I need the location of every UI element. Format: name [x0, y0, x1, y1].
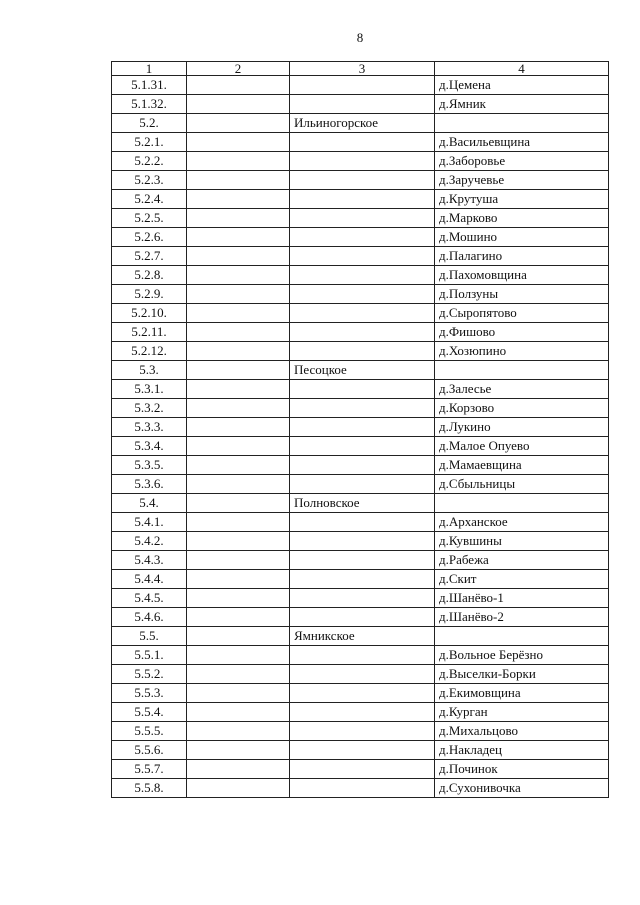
row-number: 5.2.7. — [112, 247, 187, 266]
village-name: д.Пахомовщина — [435, 266, 609, 285]
village-name: д.Ползуны — [435, 285, 609, 304]
header-col-2: 2 — [187, 62, 290, 76]
row-col2 — [187, 532, 290, 551]
settlement-name — [290, 76, 435, 95]
settlement-name — [290, 532, 435, 551]
settlement-name — [290, 760, 435, 779]
settlement-name: Ямникское — [290, 627, 435, 646]
row-number: 5.4.3. — [112, 551, 187, 570]
row-col2 — [187, 323, 290, 342]
table-row — [112, 152, 609, 171]
village-name — [435, 494, 609, 513]
village-name: д.Васильевщина — [435, 133, 609, 152]
table-row — [112, 133, 609, 152]
village-name: д.Мамаевщина — [435, 456, 609, 475]
row-col2 — [187, 437, 290, 456]
row-col2 — [187, 551, 290, 570]
settlement-name — [290, 247, 435, 266]
village-name: д.Сбыльницы — [435, 475, 609, 494]
village-name: д.Скит — [435, 570, 609, 589]
settlement-name: Полновское — [290, 494, 435, 513]
row-col2 — [187, 646, 290, 665]
settlement-name — [290, 551, 435, 570]
table-row — [112, 228, 609, 247]
row-number: 5.5.3. — [112, 684, 187, 703]
settlement-name — [290, 779, 435, 798]
settlement-name — [290, 209, 435, 228]
row-col2 — [187, 190, 290, 209]
row-col2 — [187, 361, 290, 380]
village-name: д.Корзово — [435, 399, 609, 418]
village-name: д.Выселки-Борки — [435, 665, 609, 684]
row-number: 5.3.4. — [112, 437, 187, 456]
settlement-name — [290, 475, 435, 494]
table-row — [112, 456, 609, 475]
village-name — [435, 627, 609, 646]
table-row — [112, 513, 609, 532]
row-col2 — [187, 760, 290, 779]
settlement-name — [290, 399, 435, 418]
header-row — [112, 62, 609, 76]
row-col2 — [187, 228, 290, 247]
row-col2 — [187, 95, 290, 114]
row-number: 5.3.1. — [112, 380, 187, 399]
row-number: 5.4.4. — [112, 570, 187, 589]
row-number: 5.5.4. — [112, 703, 187, 722]
row-col2 — [187, 475, 290, 494]
table-row — [112, 475, 609, 494]
table-row — [112, 741, 609, 760]
row-number: 5.2.1. — [112, 133, 187, 152]
settlement-name — [290, 703, 435, 722]
village-name: д.Заборовье — [435, 152, 609, 171]
row-col2 — [187, 342, 290, 361]
table-row — [112, 399, 609, 418]
village-name: д.Вольное Берёзно — [435, 646, 609, 665]
row-number: 5.2. — [112, 114, 187, 133]
row-number: 5.5.1. — [112, 646, 187, 665]
village-name: д.Цемена — [435, 76, 609, 95]
row-col2 — [187, 247, 290, 266]
row-number: 5.2.10. — [112, 304, 187, 323]
row-number: 5.5.6. — [112, 741, 187, 760]
settlement-name — [290, 266, 435, 285]
table-row — [112, 589, 609, 608]
table-row — [112, 722, 609, 741]
table-row — [112, 418, 609, 437]
table-row — [112, 760, 609, 779]
row-col2 — [187, 399, 290, 418]
table-row — [112, 437, 609, 456]
village-name: д.Мошино — [435, 228, 609, 247]
row-col2 — [187, 741, 290, 760]
row-col2 — [187, 608, 290, 627]
table-row — [112, 608, 609, 627]
settlement-name — [290, 152, 435, 171]
row-col2 — [187, 665, 290, 684]
village-name — [435, 114, 609, 133]
row-col2 — [187, 456, 290, 475]
row-col2 — [187, 152, 290, 171]
table-row — [112, 114, 609, 133]
settlement-name — [290, 513, 435, 532]
table-row — [112, 285, 609, 304]
village-name: д.Кувшины — [435, 532, 609, 551]
village-name: д.Сыропятово — [435, 304, 609, 323]
settlement-name — [290, 285, 435, 304]
village-name: д.Сухонивочка — [435, 779, 609, 798]
table-body — [112, 76, 609, 798]
settlement-name — [290, 228, 435, 247]
settlement-name — [290, 741, 435, 760]
row-number: 5.2.2. — [112, 152, 187, 171]
row-col2 — [187, 418, 290, 437]
row-number: 5.4. — [112, 494, 187, 513]
village-name: д.Малое Опуево — [435, 437, 609, 456]
table-header — [112, 62, 609, 76]
row-number: 5.1.31. — [112, 76, 187, 95]
village-name: д.Шанёво-2 — [435, 608, 609, 627]
row-col2 — [187, 171, 290, 190]
settlement-name: Песоцкое — [290, 361, 435, 380]
settlement-name — [290, 133, 435, 152]
table-row — [112, 380, 609, 399]
row-col2 — [187, 589, 290, 608]
settlement-name — [290, 589, 435, 608]
row-col2 — [187, 76, 290, 95]
row-number: 5.4.1. — [112, 513, 187, 532]
table-row — [112, 646, 609, 665]
row-col2 — [187, 304, 290, 323]
row-number: 5.5.2. — [112, 665, 187, 684]
row-number: 5.3.2. — [112, 399, 187, 418]
village-name: д.Курган — [435, 703, 609, 722]
row-col2 — [187, 722, 290, 741]
table-row — [112, 266, 609, 285]
settlement-name — [290, 456, 435, 475]
settlement-name — [290, 665, 435, 684]
table-row — [112, 190, 609, 209]
settlement-name — [290, 418, 435, 437]
settlement-name — [290, 570, 435, 589]
header-col-3: 3 — [290, 62, 435, 76]
row-number: 5.2.6. — [112, 228, 187, 247]
row-number: 5.1.32. — [112, 95, 187, 114]
row-number: 5.3.6. — [112, 475, 187, 494]
village-name: д.Марково — [435, 209, 609, 228]
village-name: д.Палагино — [435, 247, 609, 266]
table-row — [112, 665, 609, 684]
settlement-name — [290, 95, 435, 114]
table-row — [112, 323, 609, 342]
header-col-1: 1 — [112, 62, 187, 76]
row-number: 5.2.11. — [112, 323, 187, 342]
village-name: д.Шанёво-1 — [435, 589, 609, 608]
row-number: 5.5. — [112, 627, 187, 646]
table-row — [112, 627, 609, 646]
settlement-name — [290, 304, 435, 323]
settlement-name — [290, 171, 435, 190]
village-name: д.Заручевье — [435, 171, 609, 190]
row-col2 — [187, 114, 290, 133]
settlement-name — [290, 380, 435, 399]
row-number: 5.2.5. — [112, 209, 187, 228]
row-col2 — [187, 209, 290, 228]
village-name: д.Рабежа — [435, 551, 609, 570]
settlement-name — [290, 323, 435, 342]
table-row — [112, 684, 609, 703]
table-row — [112, 494, 609, 513]
table-row — [112, 171, 609, 190]
table-row — [112, 76, 609, 95]
settlement-name: Ильиногорское — [290, 114, 435, 133]
row-number: 5.3.5. — [112, 456, 187, 475]
header-col-4: 4 — [435, 62, 609, 76]
row-number: 5.2.3. — [112, 171, 187, 190]
village-name: д.Ямник — [435, 95, 609, 114]
settlement-name — [290, 722, 435, 741]
row-number: 5.4.5. — [112, 589, 187, 608]
row-col2 — [187, 285, 290, 304]
row-number: 5.4.2. — [112, 532, 187, 551]
table-row — [112, 703, 609, 722]
village-name: д.Починок — [435, 760, 609, 779]
settlement-name — [290, 437, 435, 456]
row-col2 — [187, 779, 290, 798]
village-name: д.Накладец — [435, 741, 609, 760]
table-row — [112, 570, 609, 589]
village-name: д.Залесье — [435, 380, 609, 399]
table-row — [112, 247, 609, 266]
village-name: д.Арханское — [435, 513, 609, 532]
row-number: 5.4.6. — [112, 608, 187, 627]
table-row — [112, 95, 609, 114]
settlement-name — [290, 190, 435, 209]
table-row — [112, 532, 609, 551]
table-row — [112, 361, 609, 380]
table-row — [112, 304, 609, 323]
village-name — [435, 361, 609, 380]
row-col2 — [187, 133, 290, 152]
row-col2 — [187, 570, 290, 589]
table-row — [112, 779, 609, 798]
settlement-name — [290, 646, 435, 665]
settlements-table — [111, 61, 609, 798]
row-col2 — [187, 627, 290, 646]
settlement-name — [290, 608, 435, 627]
row-col2 — [187, 703, 290, 722]
settlement-name — [290, 684, 435, 703]
table-row — [112, 209, 609, 228]
village-name: д.Хозюпино — [435, 342, 609, 361]
row-col2 — [187, 266, 290, 285]
village-name: д.Крутуша — [435, 190, 609, 209]
row-number: 5.5.8. — [112, 779, 187, 798]
row-number: 5.2.8. — [112, 266, 187, 285]
row-number: 5.5.7. — [112, 760, 187, 779]
page-number: 8 — [356, 30, 364, 45]
village-name: д.Фишово — [435, 323, 609, 342]
row-number: 5.3.3. — [112, 418, 187, 437]
row-number: 5.2.12. — [112, 342, 187, 361]
village-name: д.Екимовщина — [435, 684, 609, 703]
row-col2 — [187, 380, 290, 399]
settlement-name — [290, 342, 435, 361]
row-col2 — [187, 494, 290, 513]
village-name: д.Лукино — [435, 418, 609, 437]
row-number: 5.5.5. — [112, 722, 187, 741]
table-row — [112, 551, 609, 570]
row-number: 5.2.9. — [112, 285, 187, 304]
row-number: 5.2.4. — [112, 190, 187, 209]
table-row — [112, 342, 609, 361]
row-col2 — [187, 513, 290, 532]
village-name: д.Михальцово — [435, 722, 609, 741]
row-col2 — [187, 684, 290, 703]
row-number: 5.3. — [112, 361, 187, 380]
